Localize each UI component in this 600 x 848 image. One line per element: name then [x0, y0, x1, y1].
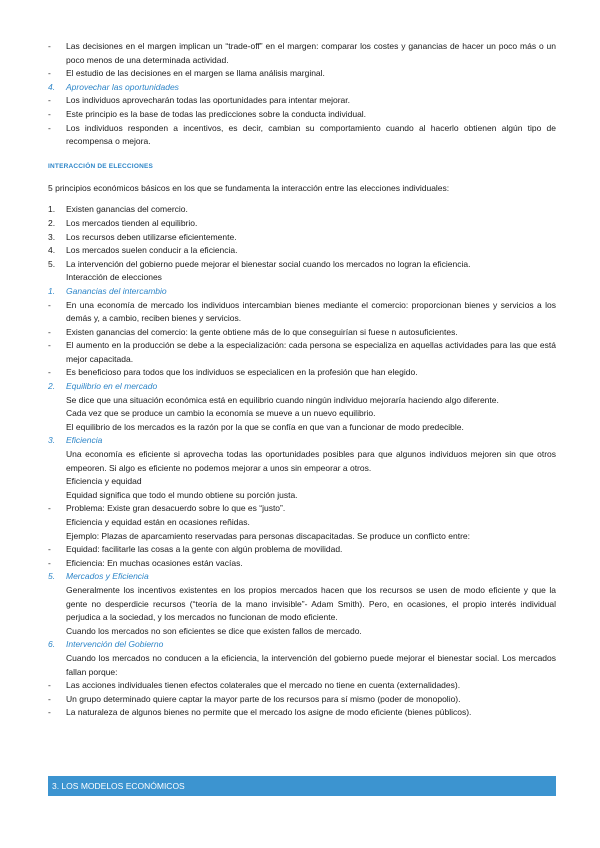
list-marker: 1. — [48, 285, 56, 296]
list-text: Los mercados suelen conducir a la eficiencia. — [66, 245, 238, 256]
list-text: Un grupo determinado quiere captar la mayor parte de los recursos para sí mismo (poder de monopolio). — [66, 693, 461, 704]
list-item — [48, 40, 556, 67]
list-marker — [48, 652, 66, 679]
document-body — [48, 40, 556, 720]
list-marker: 3. — [48, 231, 56, 242]
list-text: Existen ganancias del comercio. — [66, 204, 188, 215]
list-marker: - — [48, 680, 51, 691]
list-marker: 2. — [48, 217, 56, 228]
list-marker: - — [48, 95, 51, 106]
list-marker: - — [48, 299, 51, 310]
subheading: Eficiencia — [66, 435, 103, 446]
detail-item — [48, 339, 556, 366]
detail-item — [48, 693, 556, 707]
list-text: Equidad significa que todo el mundo obtiene su porción justa. — [66, 489, 298, 500]
margin-decisions-list — [48, 40, 556, 149]
list-marker: - — [48, 367, 51, 378]
detail-item — [48, 489, 556, 503]
detail-item — [48, 326, 556, 340]
subheading: Ganancias del intercambio — [66, 285, 167, 296]
list-text: La intervención del gobierno puede mejorar el bienestar social cuando los mercados no logran la eficiencia. — [66, 258, 471, 269]
detail-item — [48, 299, 556, 326]
detail-item — [48, 502, 556, 516]
list-text: Es beneficioso para todos que los individuos se especialicen en la profesión que han elegido. — [66, 367, 418, 378]
detail-item — [48, 570, 556, 584]
list-marker — [48, 530, 66, 544]
list-marker — [48, 394, 66, 408]
detail-item — [48, 706, 556, 720]
details-list — [48, 285, 556, 720]
list-text: Los mercados tienden al equilibrio. — [66, 217, 198, 228]
detail-item — [48, 380, 556, 394]
detail-item — [48, 285, 556, 299]
detail-item — [48, 557, 556, 571]
list-marker: - — [48, 503, 51, 514]
list-text: Equidad: facilitarle las cosas a la gente con algún problema de movilidad. — [66, 544, 343, 555]
list-marker: - — [48, 326, 51, 337]
list-marker: 2. — [48, 381, 56, 392]
list-marker: - — [48, 41, 51, 51]
principle-item — [48, 217, 556, 231]
list-marker — [48, 421, 66, 435]
list-text: Existen ganancias del comercio: la gente obtiene más de lo que conseguirían si fuese n autosuficientes. — [66, 326, 458, 337]
list-text: La naturaleza de algunos bienes no permite que el mercado los asigne de modo eficiente (bienes públicos). — [66, 707, 472, 718]
list-text: Eficiencia: En muchas ocasiones están vacías. — [66, 557, 243, 568]
detail-item — [48, 625, 556, 639]
detail-item — [48, 516, 556, 530]
detail-item — [48, 543, 556, 557]
list-text: El aumento en la producción se debe a la especialización: cada persona se especializa en aquellas actividades para las que está mejor capacitada. — [66, 340, 556, 364]
list-marker: 6. — [48, 639, 56, 650]
list-item — [48, 108, 556, 122]
list-marker: - — [48, 557, 51, 568]
principle-item — [48, 231, 556, 245]
detail-item — [48, 475, 556, 489]
list-text: Problema: Existe gran desacuerdo sobre lo que es “justo”. — [66, 503, 286, 514]
list-marker: 4. — [48, 81, 56, 92]
list-marker: - — [48, 122, 51, 133]
list-marker — [48, 516, 66, 530]
detail-item — [48, 394, 556, 408]
section-banner: 3. LOS MODELOS ECONÓMICOS — [48, 776, 556, 796]
subheading: Mercados y Eficiencia — [66, 571, 149, 582]
detail-item — [48, 434, 556, 448]
list-text: Se dice que una situación económica está en equilibrio cuando ningún individuo mejoraría haciendo algo diferente. — [66, 394, 499, 405]
list-text: Este principio es la base de todas las predicciones sobre la conducta individual. — [66, 108, 367, 119]
list-text: Eficiencia y equidad están en ocasiones reñidas. — [66, 517, 250, 527]
list-text: Ejemplo: Plazas de aparcamiento reservadas para personas discapacitadas. Se produce un conflicto entre: — [66, 530, 470, 541]
list-text: Generalmente los incentivos existentes en los propios mercados hacen que los recursos se usen de modo eficiente y que la gente no desperdicie recursos (“teoría de la mano invisible”- Adam Smith). Pero, en ocasiones, el propio interés individual perjudica a la sociedad, y los mercados no funcionan de modo eficiente. — [66, 584, 556, 623]
list-marker — [48, 625, 66, 639]
list-text: En una economía de mercado los individuos intercambian bienes mediante el comercio: proporcionan bienes y servicios a los demás y, a cambio, reciben bienes y servicios. — [66, 299, 556, 324]
subheading: Aprovechar las oportunidades — [66, 81, 179, 92]
detail-item — [48, 448, 556, 475]
list-text: Las decisiones en el margen implican un “trade-off” en el margen: comparar los costes y ganancias de hacer un poco más o un poco menos de una determinada actividad. — [66, 41, 556, 65]
list-marker: 5. — [48, 258, 56, 269]
list-text: El estudio de las decisiones en el margen se llama análisis marginal. — [66, 68, 325, 79]
list-text: Una economía es eficiente si aprovecha todas las oportunidades posibles para que algunos individuos mejoren sin que otros empeoren. Si algo es eficiente no podemos mejorar a unos sin empeorar a otros. — [66, 449, 556, 473]
list-text: Las acciones individuales tienen efectos colaterales que el mercado no tiene en cuenta (externalidades). — [66, 680, 461, 691]
detail-item — [48, 407, 556, 421]
list-marker — [48, 489, 66, 503]
list-item — [48, 122, 556, 149]
list-marker: - — [48, 707, 51, 718]
detail-item — [48, 652, 556, 679]
subheading: Equilibrio en el mercado — [66, 381, 158, 392]
detail-item — [48, 638, 556, 652]
list-item — [48, 67, 556, 81]
detail-item — [48, 584, 556, 625]
detail-item — [48, 530, 556, 544]
principles-tail: Interacción de elecciones — [66, 272, 162, 283]
list-marker: - — [48, 693, 51, 704]
list-marker — [48, 448, 66, 475]
detail-item — [48, 679, 556, 693]
list-text: Cuando los mercados no conducen a la eficiencia, la intervención del gobierno puede mejorar el bienestar social. Los mercados fallan porque: — [66, 652, 556, 677]
list-text: Eficiencia y equidad — [66, 476, 142, 487]
list-text: Los individuos responden a incentivos, es decir, cambian su comportamiento cuando al hacerlo obtienen algún tipo de recompensa o mejora. — [66, 122, 556, 147]
list-marker: 1. — [48, 204, 56, 215]
list-marker: 5. — [48, 571, 56, 582]
detail-item — [48, 366, 556, 380]
section-heading: INTERACCIÓN DE ELECCIONES — [48, 162, 154, 170]
principle-item — [48, 244, 556, 258]
list-marker: - — [48, 340, 51, 351]
intro-paragraph: 5 principios económicos básicos en los que se fundamenta la interacción entre las elecciones individuales: — [48, 182, 450, 193]
list-marker — [48, 584, 66, 625]
list-marker: 3. — [48, 435, 56, 446]
principles-list — [48, 203, 556, 271]
principle-item — [48, 203, 556, 217]
list-marker: - — [48, 68, 51, 79]
principle-item — [48, 258, 556, 272]
list-marker — [48, 475, 66, 489]
subheading: Intervención del Gobierno — [66, 639, 164, 650]
list-text: Los individuos aprovecharán todas las oportunidades para intentar mejorar. — [66, 95, 350, 106]
list-item — [48, 81, 556, 95]
list-text: Los recursos deben utilizarse eficientemente. — [66, 231, 237, 242]
list-marker: - — [48, 544, 51, 555]
list-item — [48, 94, 556, 108]
list-text: Cada vez que se produce un cambio la economía se mueve a un nuevo equilibrio. — [66, 408, 376, 419]
list-text: El equilibrio de los mercados es la razón por la que se confía en que van a funcionar de modo predecible. — [66, 421, 464, 432]
list-marker: - — [48, 108, 51, 119]
list-marker — [48, 407, 66, 421]
list-marker: 4. — [48, 245, 56, 256]
list-text: Cuando los mercados no son eficientes se dice que existen fallos de mercado. — [66, 625, 362, 636]
detail-item — [48, 421, 556, 435]
